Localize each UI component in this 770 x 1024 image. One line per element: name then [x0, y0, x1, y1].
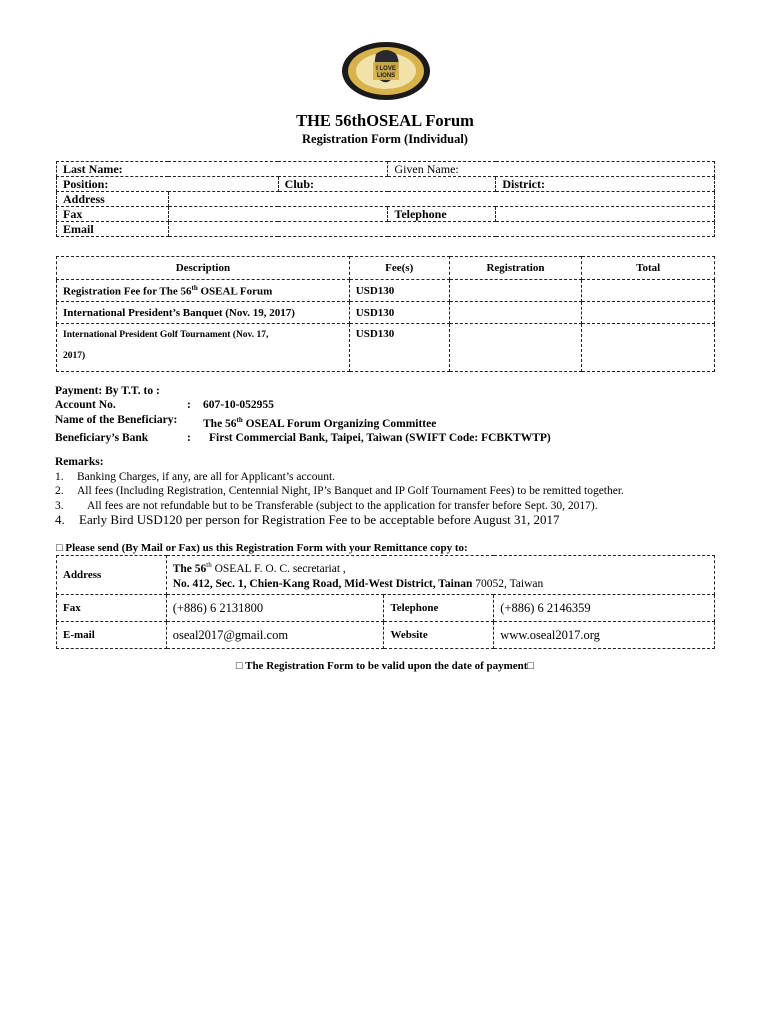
contact-fax-label: Fax [57, 595, 167, 622]
last-name-field[interactable] [57, 162, 388, 177]
email-input-cell[interactable] [168, 222, 714, 237]
fax-input-cell[interactable] [168, 207, 388, 222]
fax-label: Fax [57, 207, 169, 222]
account-colon: : [187, 399, 191, 412]
registration-input-cell[interactable] [449, 302, 582, 324]
contact-telephone-label: Telephone [384, 595, 494, 622]
beneficiary-value: The 56th OSEAL Forum Organizing Committee [203, 415, 437, 430]
contact-fax-value: (+886) 6 2131800 [166, 595, 384, 622]
payment-info [55, 384, 551, 445]
personal-info-table [56, 161, 715, 237]
telephone-input-cell[interactable] [496, 207, 715, 222]
form-title: THE 56thOSEAL Forum [296, 111, 474, 130]
telephone-label: Telephone [388, 207, 496, 222]
send-instruction: □ Please send (By Mail or Fax) us this Registration Form with your Remittance copy to: [56, 542, 468, 554]
last-name-label: Last Name: [63, 162, 123, 176]
bank-value: First Commercial Bank, Taipei, Taiwan (SWIFT Code: FCBKTWTP) [209, 431, 551, 444]
address-input-cell[interactable] [168, 192, 714, 207]
lions-logo [340, 40, 432, 102]
position-field[interactable] [57, 177, 279, 192]
account-value: 607-10-052955 [203, 399, 274, 412]
registration-input-cell[interactable] [449, 324, 582, 372]
contact-address-label: Address [57, 556, 167, 595]
district-label: District: [502, 177, 545, 191]
contact-website-label: Website [384, 622, 494, 649]
fee-amount: USD130 [349, 280, 449, 302]
position-label: Position: [63, 177, 109, 191]
fees-table [56, 256, 715, 372]
payment-heading: Payment: By T.T. to : [55, 385, 160, 397]
svg-text:LIONS: LIONS [376, 73, 396, 79]
contact-email-label: E-mail [57, 622, 167, 649]
bank-label: Beneficiary’s Bank [55, 431, 149, 444]
remarks [55, 455, 624, 528]
total-input-cell[interactable] [582, 324, 715, 372]
email-label: Email [57, 222, 169, 237]
total-input-cell[interactable] [582, 280, 715, 302]
given-name-field[interactable] [388, 162, 715, 177]
registration-input-cell[interactable] [449, 280, 582, 302]
header-fees: Fee(s) [349, 257, 449, 280]
svg-text:I LOVE: I LOVE [376, 66, 396, 72]
remarks-heading: Remarks: [55, 456, 104, 468]
table-row [57, 302, 715, 324]
contact-telephone-value: (+886) 6 2146359 [494, 595, 715, 622]
fee-description: Registration Fee for The 56th OSEAL Forum [57, 280, 350, 302]
list-item: 4. Early Bird USD120 per person for Registration Fee to be acceptable before August 31, 2017 [55, 512, 560, 527]
form-subtitle: Registration Form (Individual) [302, 132, 468, 146]
account-label: Account No. [55, 399, 116, 412]
address-label: Address [57, 192, 169, 207]
list-item: 2. All fees (Including Registration, Centennial Night, IP’s Banquet and IP Golf Tournament Fees) to be remitted together. [55, 485, 624, 497]
table-row [57, 324, 715, 372]
fee-description: International President’s Banquet (Nov. 19, 2017) [57, 302, 350, 324]
fee-amount: USD130 [349, 302, 449, 324]
club-field[interactable] [278, 177, 496, 192]
fee-amount: USD130 [349, 324, 449, 372]
validity-note: □ The Registration Form to be valid upon the date of payment□ [235, 660, 535, 672]
table-row [57, 280, 715, 302]
header-total: Total [582, 257, 715, 280]
given-name-label: Given Name: [394, 162, 459, 176]
fee-description: International President Golf Tournament (Nov. 17, 2017) [57, 324, 350, 372]
contact-email-value[interactable]: oseal2017@gmail.com [166, 622, 384, 649]
header-description: Description [57, 257, 350, 280]
district-field[interactable] [496, 177, 715, 192]
list-item: 1. Banking Charges, if any, are all for Applicant’s account. [55, 470, 336, 483]
list-item: 3. All fees are not refundable but to be Transferable (subject to the application for transfer before Sept. 30, 2017). [55, 499, 598, 512]
contact-website-value[interactable]: www.oseal2017.org [494, 622, 715, 649]
contact-table [56, 555, 715, 649]
total-input-cell[interactable] [582, 302, 715, 324]
contact-address-value: The 56th OSEAL F. O. C. secretariat , No. 412, Sec. 1, Chien-Kang Road, Mid-West District, Tainan 70052, Taiwan [166, 556, 714, 595]
beneficiary-label: Name of the Beneficiary: [55, 413, 178, 426]
bank-colon: : [187, 431, 191, 444]
club-label: Club: [284, 177, 314, 191]
header-registration: Registration [449, 257, 582, 280]
